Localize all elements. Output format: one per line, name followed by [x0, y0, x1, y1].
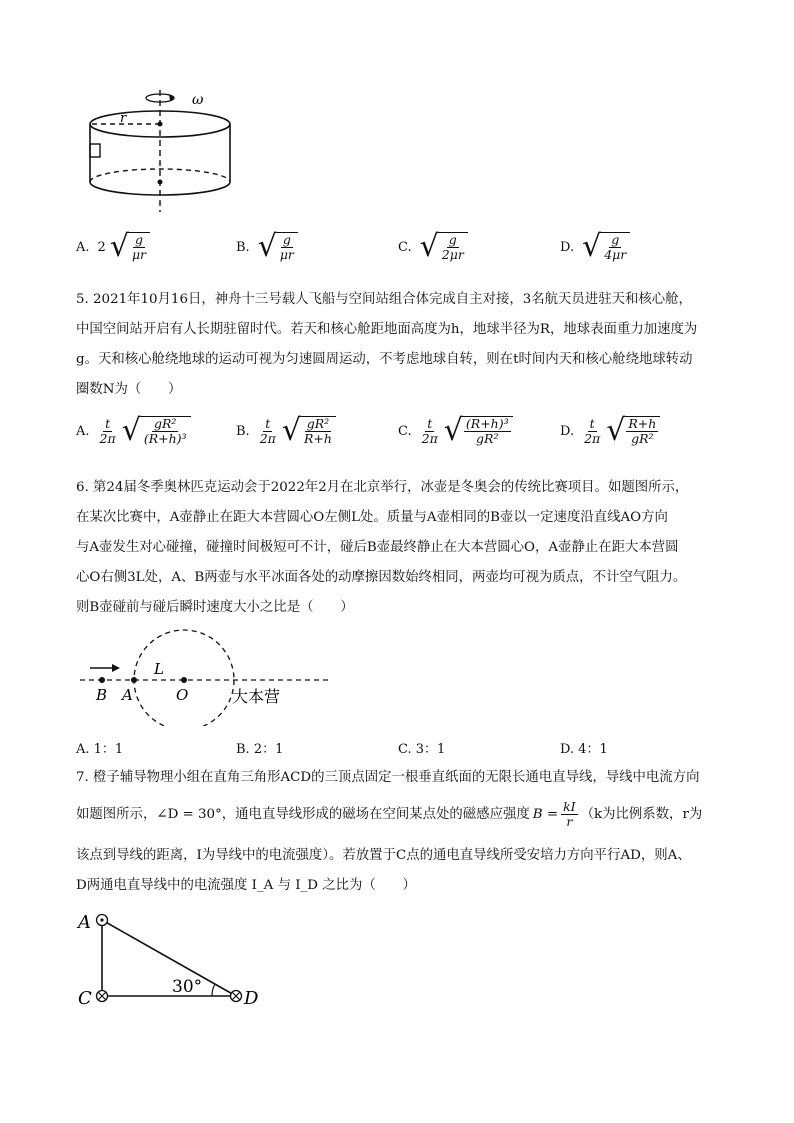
q5-stem-line-4: 圈数N为（ ）: [76, 382, 182, 397]
radius-label: r: [120, 111, 127, 126]
cylinder-figure: [80, 88, 250, 216]
label-l: L: [154, 660, 164, 678]
center-o: [181, 677, 187, 683]
q6-stem-line-1: 6. 第24届冬季奥林匹克运动会于2022年2月在北京举行，冰壶是冬奥会的传统比赛项目。如题图所示，: [76, 480, 689, 495]
q6-stem-line-4: 心O右侧3L处，A、B两壶与水平冰面各处的动摩擦因数始终相同，两壶均可视为质点，不计空气阻力。: [76, 570, 687, 585]
q6-option-d[interactable]: D. 4：1: [560, 742, 608, 757]
current-out-a-icon: [97, 915, 108, 926]
current-in-c-icon: [97, 991, 108, 1002]
q7-stem-line-1: 7. 橙子辅导物理小组在直角三角形ACD的三顶点固定一根垂直纸面的无限长通电直导线，导线中电流方向: [76, 770, 700, 785]
stone-b: [99, 677, 105, 683]
q4-option-c[interactable]: C. √ $\frac{g}{2\mu r}$: [398, 232, 468, 262]
q4-option-b[interactable]: B. √ $\frac{g}{\mu r}$: [236, 232, 298, 262]
stone-a: [131, 677, 137, 683]
q5-stem-line-1: 5. 2021年10月16日，神舟十三号载人飞船与空间站组合体完成自主对接，3名航天员进驻天和核心舱，: [76, 292, 692, 307]
q5-stem-line-3: g。天和核心舱绕地球的运动可视为匀速圆周运动，不考虑地球自转，则在t时间内天和核心舱绕地球转动: [76, 352, 693, 367]
label-angle: 30°: [172, 977, 203, 997]
q4-option-a[interactable]: A. 2 √ $\frac{g}{\mu r}$: [76, 232, 150, 262]
current-in-d-icon: [231, 991, 242, 1002]
small-block: [90, 144, 100, 157]
q6-option-a[interactable]: A. 1：1: [76, 742, 124, 757]
omega-label: ω: [192, 92, 204, 108]
q6-option-b[interactable]: B. 2：1: [236, 742, 284, 757]
label-camp: 大本营: [232, 687, 281, 706]
curling-figure: [78, 626, 338, 726]
q7-stem-line-3: 该点到导线的距离，I为导线中的电流强度）。若放置于C点的通电直导线所受安培力方向平行AD，则A、: [76, 848, 691, 863]
label-b: B: [96, 686, 108, 704]
q4-option-d[interactable]: D. √ $\frac{g}{4\mu r}$: [560, 232, 630, 262]
q7-stem-line-2: 如题图所示，∠D = 30°，通电直导线形成的磁场在空间某点处的磁感应强度 B = $\frac{kI}{r}$ （k为比例系数，r为: [76, 799, 703, 829]
triangle-figure: [72, 906, 272, 1016]
q6-option-c[interactable]: C. 3：1: [398, 742, 446, 757]
label-c: C: [78, 988, 92, 1009]
label-a: A: [122, 686, 133, 704]
label-a: A: [78, 912, 91, 933]
q7-stem-line-4: D两通电直导线中的电流强度 I_A 与 I_D 之比为（ ）: [76, 878, 416, 893]
q6-stem-line-2: 在某次比赛中，A壶静止在距大本营圆心O左侧L处。质量与A壶相同的B壶以一定速度沿直线AO方向: [76, 510, 668, 525]
q5-option-c[interactable]: C. $\frac{t}{2\pi}$ √ $\frac{\text{(R+h)³}}{\text{gR²}}$: [398, 416, 513, 446]
label-o: O: [176, 686, 189, 704]
q5-option-b[interactable]: B. $\frac{t}{2\pi}$ √ $\frac{\text{gR²}}{R+h}$: [236, 416, 336, 446]
q5-option-d[interactable]: D. $\frac{t}{2\pi}$ √ $\frac{R+h}{\text{gR²}}$: [560, 416, 660, 446]
velocity-arrow-icon: [112, 664, 120, 672]
q6-stem-line-5: 则B壶碰前与碰后瞬时速度大小之比是（ ）: [76, 600, 354, 615]
q5-option-a[interactable]: A. $\frac{t}{2\pi}$ √ $\frac{\text{gR²}}{\text{(R+h)³}}$: [76, 416, 191, 446]
q6-stem-line-3: 与A壶发生对心碰撞，碰撞时间极短可不计，碰后B壶最终静止在大本营圆心O，A壶静止在距大本营圆: [76, 540, 679, 555]
q5-stem-line-2: 中国空间站开启有人长期驻留时代。若天和核心舱距地面高度为h，地球半径为R，地球表面重力加速度为: [76, 322, 698, 337]
label-d: D: [244, 988, 259, 1009]
